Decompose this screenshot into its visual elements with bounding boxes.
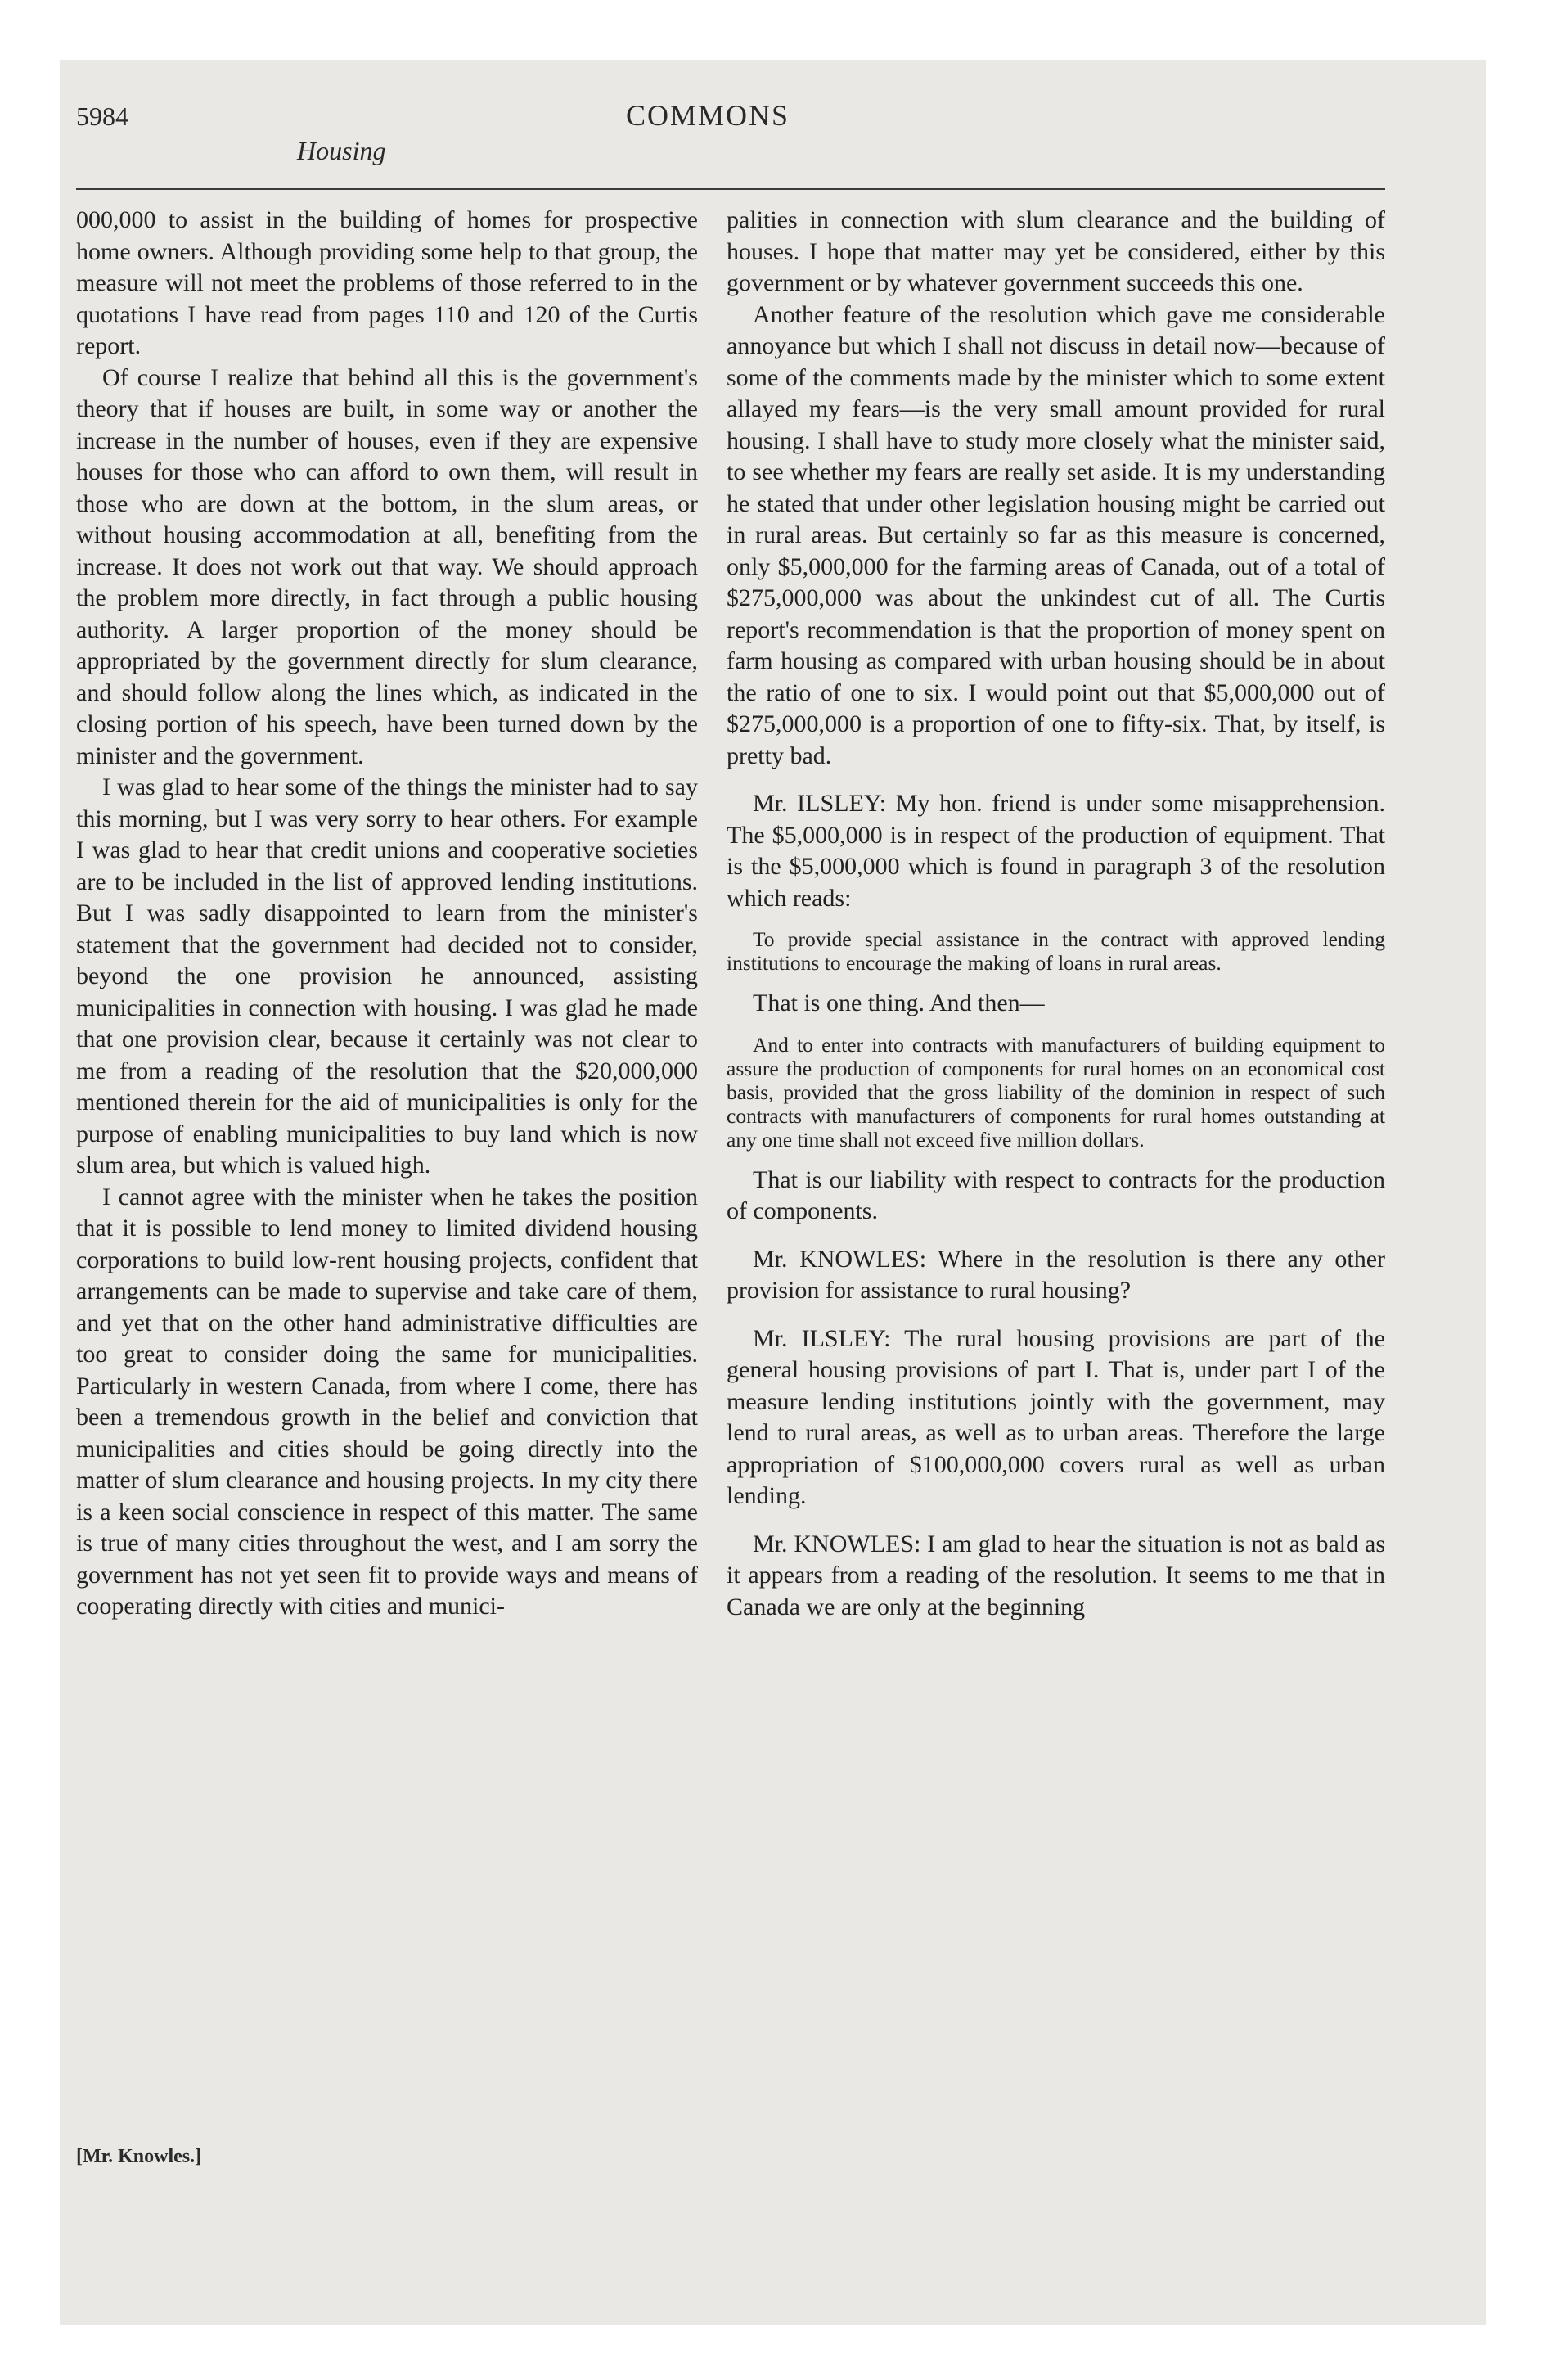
quoted-text: To provide special assistance in the contract with approved lending institutions to encourage the making of loans in rural areas.	[727, 927, 1385, 975]
paragraph: That is our liability with respect to contracts for the production of components.	[727, 1165, 1385, 1224]
speaker-paragraph: Mr. ILSLEY: My hon. friend is under some misapprehension. The $5,000,000 is in respect of the production of equipment. That is the $5,000,000 which is found in paragraph 3 of the resolution which reads:	[727, 790, 1385, 912]
header-rule	[76, 188, 1385, 190]
paragraph: I cannot agree with the minister when he takes the position that it is possible to lend money to limited dividend housing corporations to build low-rent housing projects, confident that arrangements can be made to supervise and take care of them, and yet that on the other hand administrative difficulties are too great to consider doing the same for municipalities. Particularly in western Canada, from where I come, there has been a tremendous growth in the belief and conviction that municipalities and cities should be going directly into the matter of slum clearance and housing projects. In my city there is a keen social conscience in respect of this matter. The same is true of many cities throughout the west, and I am sorry the government has not yet seen fit to provide ways and means of cooperating directly with cities and munici-	[76, 1183, 698, 1620]
paragraph: That is one thing. And then—	[753, 989, 1045, 1016]
speaker-paragraph: Mr. KNOWLES: Where in the resolution is there any other provision for assistance to rural housing?	[727, 1245, 1385, 1304]
paragraph: Of course I realize that behind all this is the government's theory that if houses are built, in some way or another the increase in the number of houses, even if they are expensive houses for those who can afford to own them, will result in those who are down at the bottom, in the slum areas, or without housing accommodation at all, benefiting from the increase. It does not work out that way. We should approach the problem more directly, in fact through a public housing authority. A larger proportion of the money should be appropriated by the government directly for slum clearance, and should follow along the lines which, as indicated in the closing portion of his speech, have been turned down by the minister and the government.	[76, 363, 698, 769]
running-head: Housing	[297, 136, 386, 165]
speaker-paragraph: Mr. ILSLEY: The rural housing provisions are part of the general housing provisions of part I. That is, under part I of the measure lending institutions jointly with the government, may lend to rural areas, as well as to urban areas. Therefore the large appropriation of $100,000,000 covers rural as well as urban lending.	[727, 1324, 1385, 1509]
left-column	[76, 205, 698, 1623]
speaker-paragraph: Mr. KNOWLES: I am glad to hear the situation is not as bald as it appears from a reading of the resolution. It seems to me that in Canada we are only at the beginning	[727, 1530, 1385, 1620]
paragraph: Another feature of the resolution which gave me considerable annoyance but which I shall not discuss in detail now—because of some of the comments made by the minister which to some extent allayed my fears—is the very small amount provided for rural housing. I shall have to study more closely what the minister said, to see whether my fears are really set aside. It is my understanding he stated that under other legislation housing might be carried out in rural areas. But certainly so far as this measure is concerned, only $5,000,000 for the farming areas of Canada, out of a total of $275,000,000 was about the unkindest cut of all. The Curtis report's recommendation is that the proportion of money spent on farm housing as compared with urban housing should be in about the ratio of one to six. I would point out that $5,000,000 out of $275,000,000 is a proportion of one to fifty-six. That, by itself, is pretty bad.	[727, 300, 1385, 769]
quoted-text: And to enter into contracts with manufacturers of building equipment to assure the production of components for rural homes on an economical cost basis, provided that the gross liability of the dominion in respect of such contracts with manufacturers of components for rural homes outstanding at any one time shall not exceed five million dollars.	[727, 1032, 1385, 1152]
speaker-attribution: [Mr. Knowles.]	[76, 2146, 202, 2167]
section-title: COMMONS	[626, 99, 790, 132]
page-number: 5984	[76, 101, 128, 131]
right-column	[727, 205, 1385, 1623]
paragraph: palities in connection with slum clearance and the building of houses. I hope that matter may yet be considered, either by this government or by whatever government succeeds this one.	[727, 206, 1385, 296]
paragraph: 000,000 to assist in the building of homes for prospective home owners. Although providing some help to that group, the measure will not meet the problems of those referred to in the quotations I have read from pages 110 and 120 of the Curtis report.	[76, 206, 698, 359]
paragraph: I was glad to hear some of the things the minister had to say this morning, but I was very sorry to hear others. For example I was glad to hear that credit unions and cooperative societies are to be included in the list of approved lending institutions. But I was sadly disappointed to learn from the minister's statement that the government had decided not to consider, beyond the one provision he announced, assisting municipalities in connection with housing. I was glad he made that one provision clear, because it certainly was not clear to me from a reading of the resolution that the $20,000,000 mentioned therein for the aid of municipalities is only for the purpose of enabling municipalities to buy land which is now slum area, but which is valued high.	[76, 773, 698, 1179]
